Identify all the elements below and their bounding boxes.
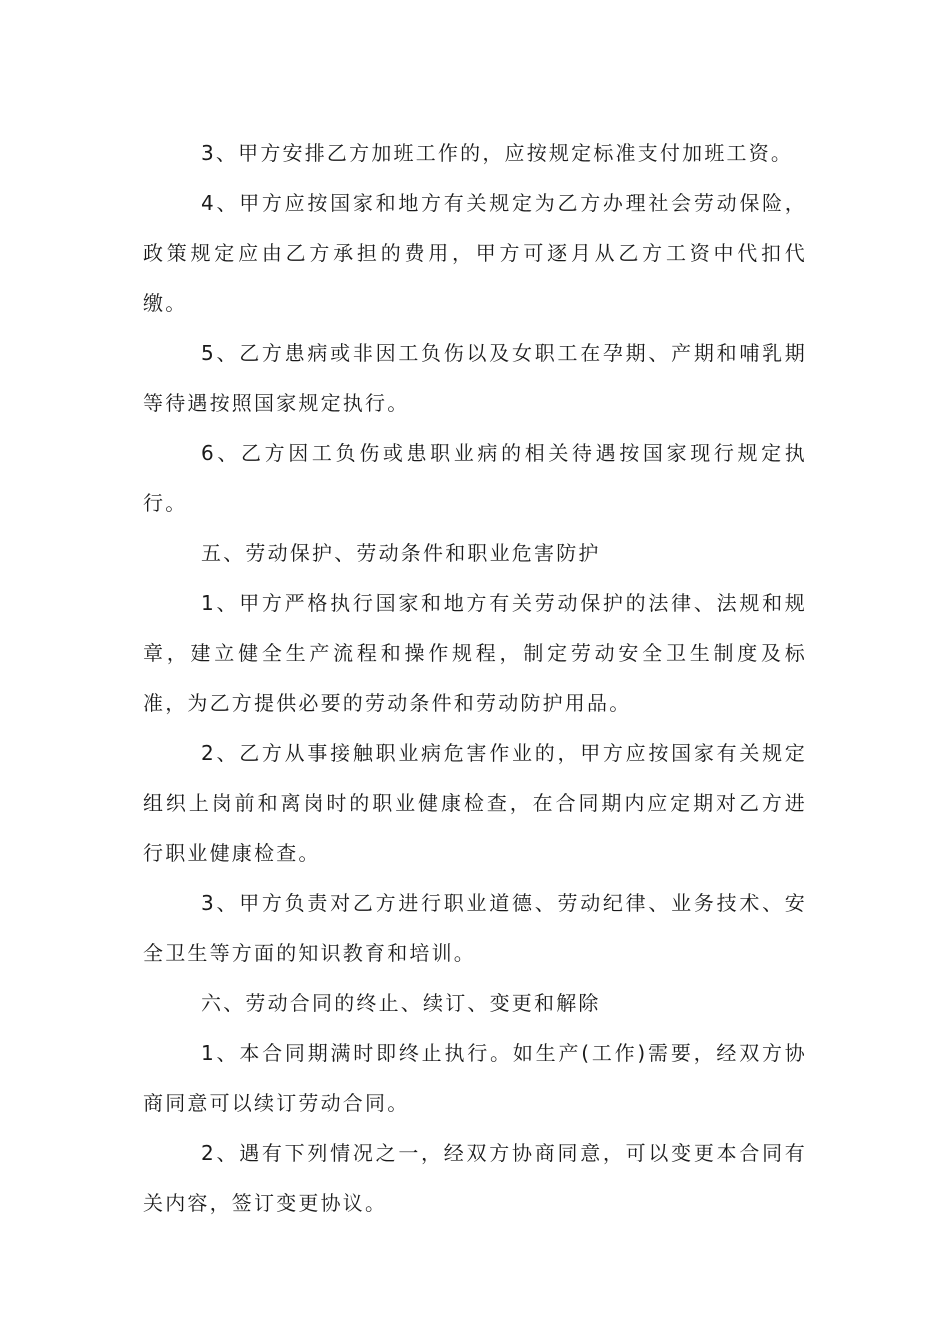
- paragraph-social-insurance: 4、甲方应按国家和地方有关规定为乙方办理社会劳动保险，政策规定应由乙方承担的费用，甲方可逐月从乙方工资中代扣代缴。: [143, 191, 807, 315]
- paragraph-safety-regulations: 1、甲方严格执行国家和地方有关劳动保护的法律、法规和规章，建立健全生产流程和操作规程，制定劳动安全卫生制度及标准，为乙方提供必要的劳动条件和劳动防护用品。: [143, 591, 807, 715]
- paragraph-training: 3、甲方负责对乙方进行职业道德、劳动纪律、业务技术、安全卫生等方面的知识教育和培训。: [143, 891, 807, 965]
- paragraph-illness-maternity: 5、乙方患病或非因工负伤以及女职工在孕期、产期和哺乳期等待遇按照国家规定执行。: [143, 341, 807, 415]
- paragraph-overtime-pay: 3、甲方安排乙方加班工作的，应按规定标准支付加班工资。: [201, 141, 794, 165]
- section-heading-contract-termination: 六、劳动合同的终止、续订、变更和解除: [201, 991, 601, 1015]
- paragraph-work-injury: 6、乙方因工负伤或患职业病的相关待遇按国家现行规定执行。: [143, 441, 807, 515]
- document-body: [143, 128, 807, 1228]
- paragraph-health-checks: 2、乙方从事接触职业病危害作业的，甲方应按国家有关规定组织上岗前和离岗时的职业健康检查，在合同期内应定期对乙方进行职业健康检查。: [143, 741, 807, 865]
- paragraph-contract-change: 2、遇有下列情况之一，经双方协商同意，可以变更本合同有关内容，签订变更协议。: [143, 1141, 807, 1215]
- section-heading-labor-protection: 五、劳动保护、劳动条件和职业危害防护: [201, 541, 601, 565]
- paragraph-contract-renewal: 1、本合同期满时即终止执行。如生产(工作)需要，经双方协商同意可以续订劳动合同。: [143, 1041, 807, 1115]
